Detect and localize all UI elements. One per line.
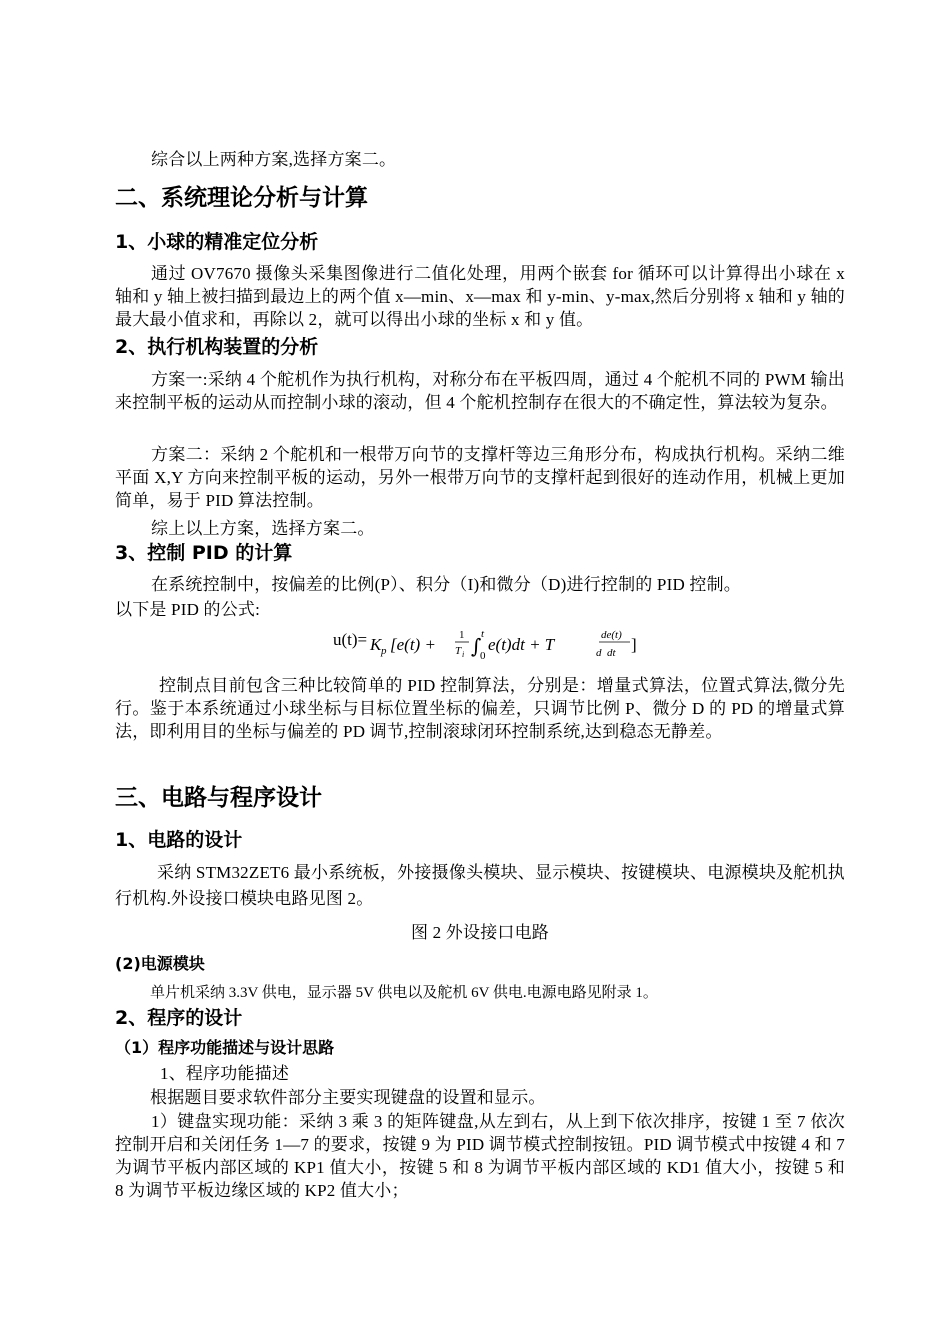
paragraph-scheme-choice: 综上以上方案，选择方案二。 (151, 519, 375, 538)
paragraph-scheme-two: 方案二：采纳 2 个舵机和一根带万向节的支撑杆等边三角形分布，构成执行机构。采纳二维平面 X,Y 方向来控制平板的运动，另外一根带万向节的支撑杆起到很好的连动作用，机械上更加简单，易于 PID 算法控制。 (115, 445, 845, 510)
formula-error-term: [e(t) + (390, 635, 436, 654)
paragraph-keyboard-function: 1）键盘实现功能：采纳 3 乘 3 的矩阵键盘,从左到右，从上到下依次排序，按键 1 至 7 依次控制开启和关闭任务 1—7 的要求，按键 9 为 PID 调节模式控制按钮。PID 调节模式中按键 4 和 7 为调节平板内部区域的 KP1 值大小，按键 5 和 8 为调节平板内部区域的 KD1 值大小，按键 5 和 8 为调节平板边缘区域的 KP2 值大小； (115, 1112, 845, 1200)
figure-2-caption: 图 2 外设接口电路 (411, 923, 549, 942)
heading-program-function: （1）程序功能描述与设计思路 (115, 1038, 335, 1057)
paragraph-program-requirement: 根据题目要求软件部分主要实现键盘的设置和显示。 (150, 1088, 546, 1107)
formula-lhs: u(t)= (333, 630, 368, 649)
formula-kp: K (370, 635, 382, 654)
heading-program-design: 2、程序的设计 (115, 1007, 243, 1029)
formula-derivative-numerator: de(t) (601, 629, 622, 641)
formula-one: 1 (459, 629, 465, 641)
paragraph-ball-positioning: 通过 OV7670 摄像头采集图像进行二值化处理，用两个嵌套 for 循环可以计算得出小球在 x 轴和 y 轴上被扫描到最边上的两个值 x—min、x—max 和 y-min、y-max,然后分别将 x 轴和 y 轴的最大最小值求和，再除以 2，就可以得出小球的坐标 x 和 y 值。 (115, 264, 845, 329)
formula-integral-lower: 0 (480, 650, 486, 661)
paragraph-pid-algorithms: 控制点目前包含三种比较简单的 PID 控制算法，分别是：增量式算法，位置式算法,微分先行。鉴于本系统通过小球坐标与目标位置坐标的偏差，只调节比例 P、微分 D 的 PD 的增量式算法，即利用目的坐标与偏差的 PD 调节,控制滚球闭环控制系统,达到稳态无静差。 (115, 676, 845, 741)
paragraph-pid-intro: 在系统控制中，按偏差的比例(P）、积分（I)和微分（D)进行控制的 PID 控制。 (151, 575, 741, 594)
formula-integral: ∫ (471, 634, 482, 658)
formula-close-bracket: ] (631, 635, 637, 654)
heading-ball-positioning: 1、小球的精准定位分析 (115, 231, 319, 253)
heading-actuator-analysis: 2、执行机构装置的分析 (115, 336, 319, 358)
pid-formula (333, 625, 653, 661)
paragraph-program-function-title: 1、程序功能描述 (160, 1064, 290, 1083)
heading-pid-calculation: 3、控制 PID 的计算 (115, 542, 293, 564)
paragraph-circuit-design: 采纳 STM32ZET6 最小系统板，外接摄像头模块、显示模块、按键模块、电源模块及舵机执行机构.外设接口模块电路见图 2。 (115, 863, 845, 908)
formula-td-subscript: d (596, 647, 602, 659)
formula-ti-subscript: i (462, 650, 465, 659)
formula-ti: T (455, 645, 462, 657)
heading-power-module: (2)电源模块 (115, 954, 205, 973)
paragraph-pid-formula-label: 以下是 PID 的公式: (115, 600, 261, 619)
formula-derivative-denominator: dt (607, 647, 616, 659)
formula-integral-term: e(t)dt + T (488, 635, 555, 654)
intro-paragraph: 综合以上两种方案,选择方案二。 (151, 150, 397, 169)
section-3-heading: 三、电路与程序设计 (115, 785, 322, 811)
formula-kp-subscript: p (381, 645, 387, 657)
heading-circuit-design: 1、电路的设计 (115, 829, 243, 851)
formula-integral-upper: t (481, 628, 485, 640)
paragraph-power-module: 单片机采纳 3.3V 供电，显示器 5V 供电以及舵机 6V 供电.电源电路见附录 1。 (150, 985, 658, 1001)
section-2-heading: 二、系统理论分析与计算 (115, 185, 368, 211)
paragraph-scheme-one: 方案一:采纳 4 个舵机作为执行机构，对称分布在平板四周，通过 4 个舵机不同的 PWM 输出来控制平板的运动从而控制小球的滚动，但 4 个舵机控制存在很大的不确定性，算法较为复杂。 (115, 370, 845, 412)
